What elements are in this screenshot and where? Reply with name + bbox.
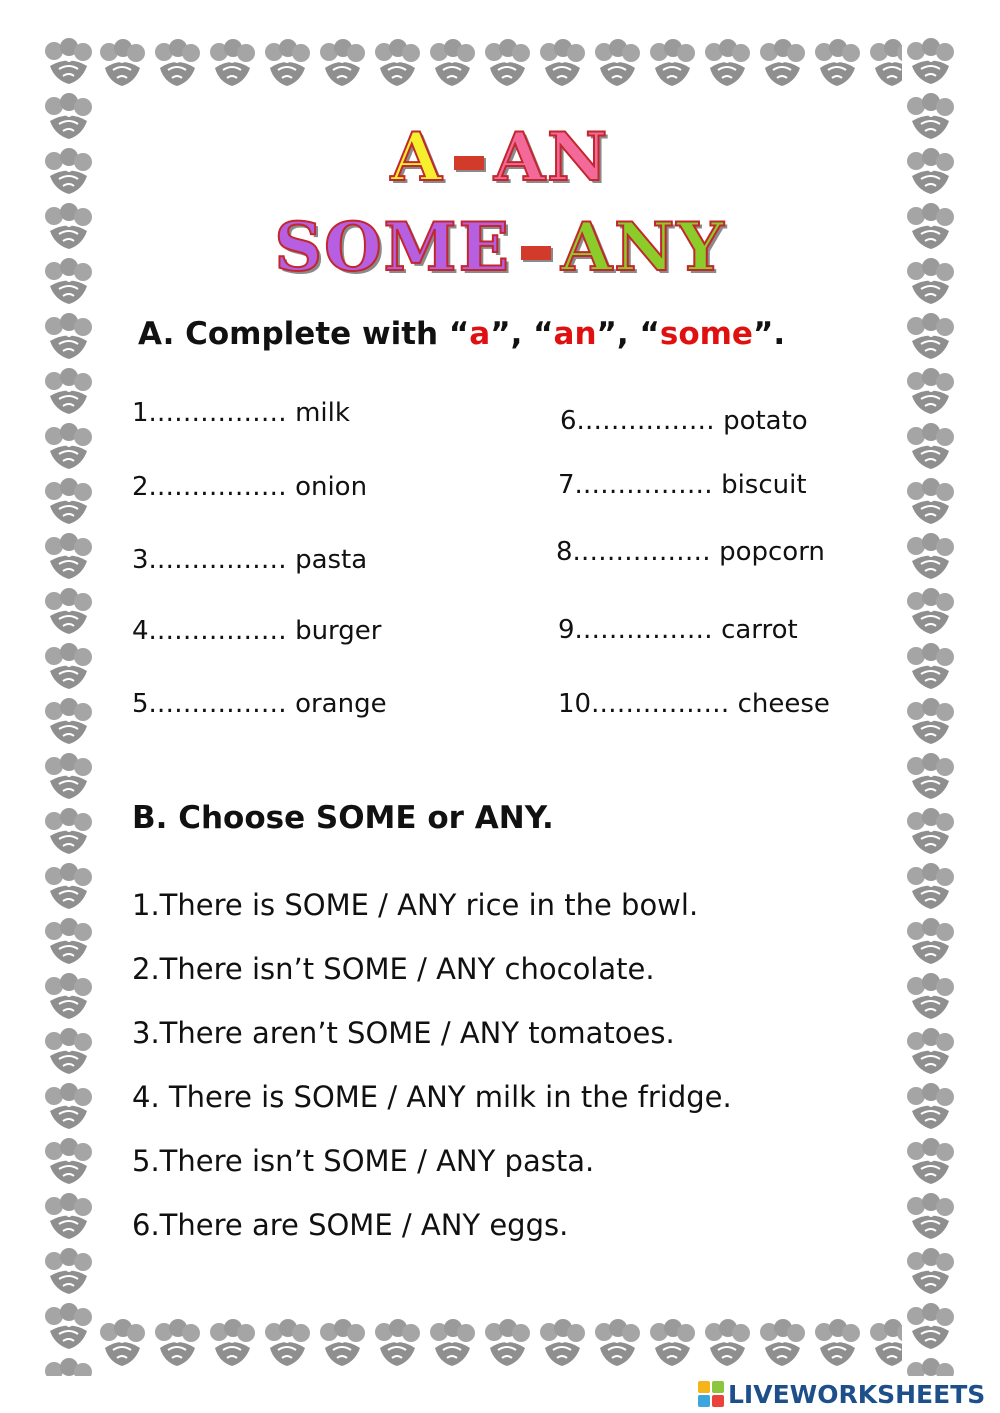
section-b-heading: B. Choose SOME or ANY. [132,800,554,836]
title-word-any: ANY [560,208,726,286]
heading-a-option-some: some [659,316,753,352]
exercise-a-item-7[interactable]: 7.…………… biscuit [558,470,807,500]
exercise-a-item-5[interactable]: 5.…………… orange [132,689,387,719]
exercise-b-sentence-5[interactable]: 5.There isn’t SOME / ANY pasta. [132,1144,595,1178]
liveworksheets-brand[interactable] [698,1376,985,1412]
exercise-a-item-3[interactable]: 3.…………… pasta [132,545,368,575]
liveworksheets-brand-text: LIVEWORKSHEETS [728,1379,986,1409]
exercise-a-item-10[interactable]: 10.…………… cheese [558,689,830,719]
exercise-b-sentence-3[interactable]: 3.There aren’t SOME / ANY tomatoes. [132,1016,675,1050]
flower-ornament-icon [40,1318,960,1376]
heading-a-option-an: an [553,316,597,352]
liveworksheets-logo-icon [698,1381,724,1407]
title-word-a: A [390,118,444,196]
exercise-a-item-6[interactable]: 6.…………… potato [560,406,808,436]
exercise-a-item-2[interactable]: 2.…………… onion [132,472,368,502]
border-top [40,38,960,96]
exercise-b-sentence-4[interactable]: 4. There is SOME / ANY milk in the fridge. [132,1080,732,1114]
heading-a-separator: ”, “ [490,316,554,352]
heading-a-prefix: A. Complete with “ [138,316,470,352]
heading-a-suffix: ”. [752,316,786,352]
flower-ornament-icon [40,38,960,96]
title-line-a-an [0,118,1000,196]
title-word-some: SOME [274,208,511,286]
exercise-b-sentence-2[interactable]: 2.There isn’t SOME / ANY chocolate. [132,952,655,986]
exercise-a-item-4[interactable]: 4.…………… burger [132,616,382,646]
heading-a-option-a: a [469,316,491,352]
title-dash [521,246,551,260]
exercise-a-item-1[interactable]: 1.…………… milk [132,398,350,428]
exercise-b-sentence-6[interactable]: 6.There are SOME / ANY eggs. [132,1208,569,1242]
title-word-an: AN [493,118,610,196]
border-bottom [40,1318,960,1376]
heading-a-separator: ”, “ [596,316,660,352]
title-line-some-any [0,208,1000,286]
title-dash [454,156,484,170]
exercise-a-item-8[interactable]: 8.…………… popcorn [556,537,825,567]
exercise-b-sentence-1[interactable]: 1.There is SOME / ANY rice in the bowl. [132,888,699,922]
exercise-a-item-9[interactable]: 9.…………… carrot [558,615,798,645]
section-a-heading [138,316,785,352]
